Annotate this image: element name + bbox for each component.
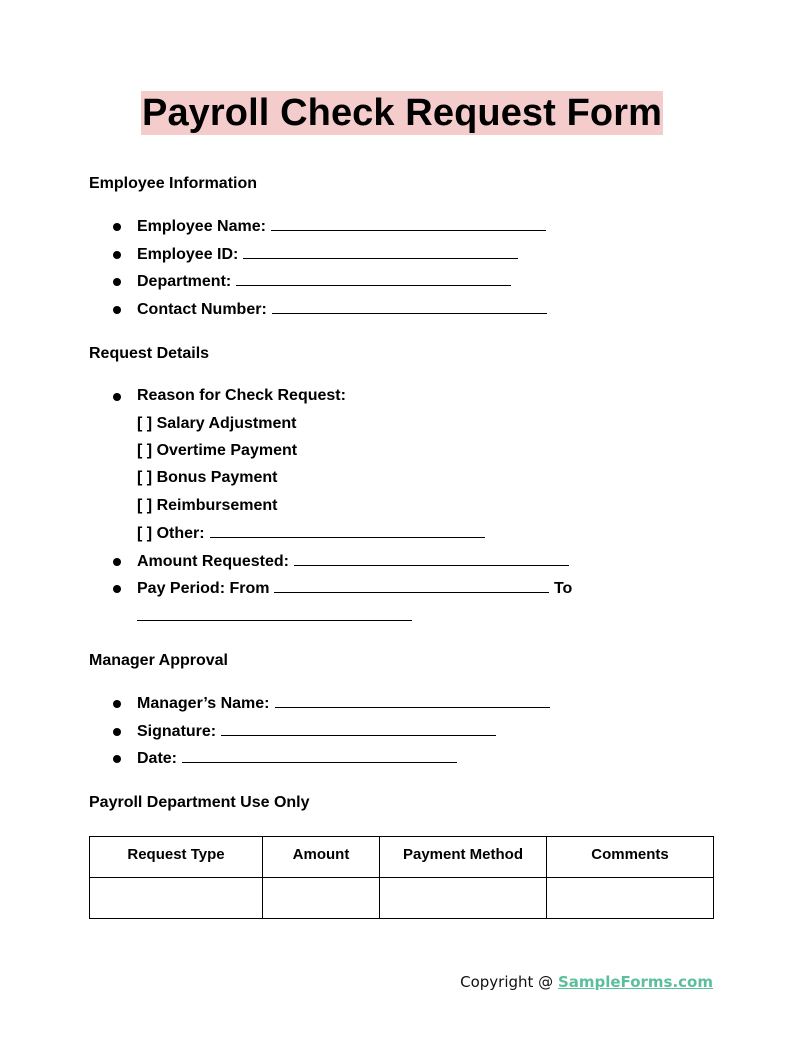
signature-field — [137, 721, 496, 742]
table-cell-request-type[interactable] — [90, 878, 263, 919]
pay-period-from-label: Pay Period: From — [137, 580, 270, 597]
other-blank[interactable] — [210, 523, 485, 538]
employee-name-label: Employee Name: — [137, 218, 266, 235]
page-title: Payroll Check Request Form — [142, 92, 662, 134]
checkbox-icon[interactable]: [ ] — [137, 415, 153, 432]
bullet-icon — [113, 251, 121, 259]
option-other[interactable] — [137, 523, 485, 544]
checkbox-icon[interactable]: [ ] — [137, 469, 153, 486]
employee-id-blank[interactable] — [243, 244, 518, 259]
section-heading-request-details: Request Details — [89, 345, 210, 362]
bullet-icon — [113, 393, 121, 401]
option-label: Reimbursement — [156, 497, 278, 514]
employee-id-field — [137, 244, 518, 265]
section-heading-payroll-department: Payroll Department Use Only — [89, 794, 310, 811]
checkbox-icon[interactable]: [ ] — [137, 525, 153, 542]
manager-name-blank[interactable] — [275, 693, 550, 708]
table-cell-payment-method[interactable] — [380, 878, 547, 919]
manager-name-label: Manager’s Name: — [137, 695, 270, 712]
option-label: Other: — [156, 525, 205, 542]
bullet-icon — [113, 755, 121, 763]
amount-requested-field — [137, 551, 569, 572]
column-header-comments: Comments — [547, 837, 714, 878]
option-bonus-payment[interactable] — [137, 468, 277, 488]
table-cell-amount[interactable] — [263, 878, 380, 919]
employee-name-blank[interactable] — [271, 216, 546, 231]
column-header-payment-method: Payment Method — [380, 837, 547, 878]
section-heading-employee-information: Employee Information — [89, 175, 258, 192]
bullet-icon — [113, 306, 121, 314]
bullet-icon — [113, 585, 121, 593]
manager-name-field — [137, 693, 550, 714]
column-header-amount: Amount — [263, 837, 380, 878]
title-container — [0, 91, 804, 135]
pay-period-field — [137, 578, 572, 599]
pay-period-to-line — [137, 606, 412, 627]
copyright-text: Copyright @ — [460, 973, 558, 991]
amount-requested-label: Amount Requested: — [137, 553, 289, 570]
payroll-use-table — [89, 836, 714, 919]
section-heading-manager-approval: Manager Approval — [89, 652, 228, 669]
option-overtime-payment[interactable] — [137, 441, 297, 461]
option-label: Salary Adjustment — [156, 415, 297, 432]
signature-blank[interactable] — [221, 721, 496, 736]
contact-number-field — [137, 299, 547, 320]
table-cell-comments[interactable] — [547, 878, 714, 919]
bullet-icon — [113, 558, 121, 566]
footer-copyright — [460, 972, 713, 992]
checkbox-icon[interactable]: [ ] — [137, 442, 153, 459]
department-label: Department: — [137, 273, 232, 290]
column-header-request-type: Request Type — [90, 837, 263, 878]
pay-period-to-blank[interactable] — [137, 606, 412, 621]
pay-period-to-label: To — [553, 580, 573, 597]
contact-number-label: Contact Number: — [137, 301, 267, 318]
contact-number-blank[interactable] — [272, 299, 547, 314]
option-label: Overtime Payment — [156, 442, 298, 459]
employee-name-field — [137, 216, 546, 237]
bullet-icon — [113, 223, 121, 231]
bullet-icon — [113, 700, 121, 708]
amount-requested-blank[interactable] — [294, 551, 569, 566]
pay-period-from-blank[interactable] — [274, 578, 549, 593]
table-header-row — [90, 837, 714, 878]
bullet-icon — [113, 728, 121, 736]
checkbox-icon[interactable]: [ ] — [137, 497, 153, 514]
department-field — [137, 271, 511, 292]
bullet-icon — [113, 278, 121, 286]
option-reimbursement[interactable] — [137, 496, 277, 516]
reason-label: Reason for Check Request: — [137, 387, 346, 404]
employee-id-label: Employee ID: — [137, 246, 239, 263]
sampleforms-link[interactable]: SampleForms.com — [557, 973, 713, 991]
department-blank[interactable] — [236, 271, 511, 286]
table-row — [90, 878, 714, 919]
option-label: Bonus Payment — [156, 469, 278, 486]
date-label: Date: — [137, 750, 178, 767]
date-blank[interactable] — [182, 748, 457, 763]
signature-label: Signature: — [137, 723, 217, 740]
date-field — [137, 748, 457, 769]
option-salary-adjustment[interactable] — [137, 414, 296, 434]
